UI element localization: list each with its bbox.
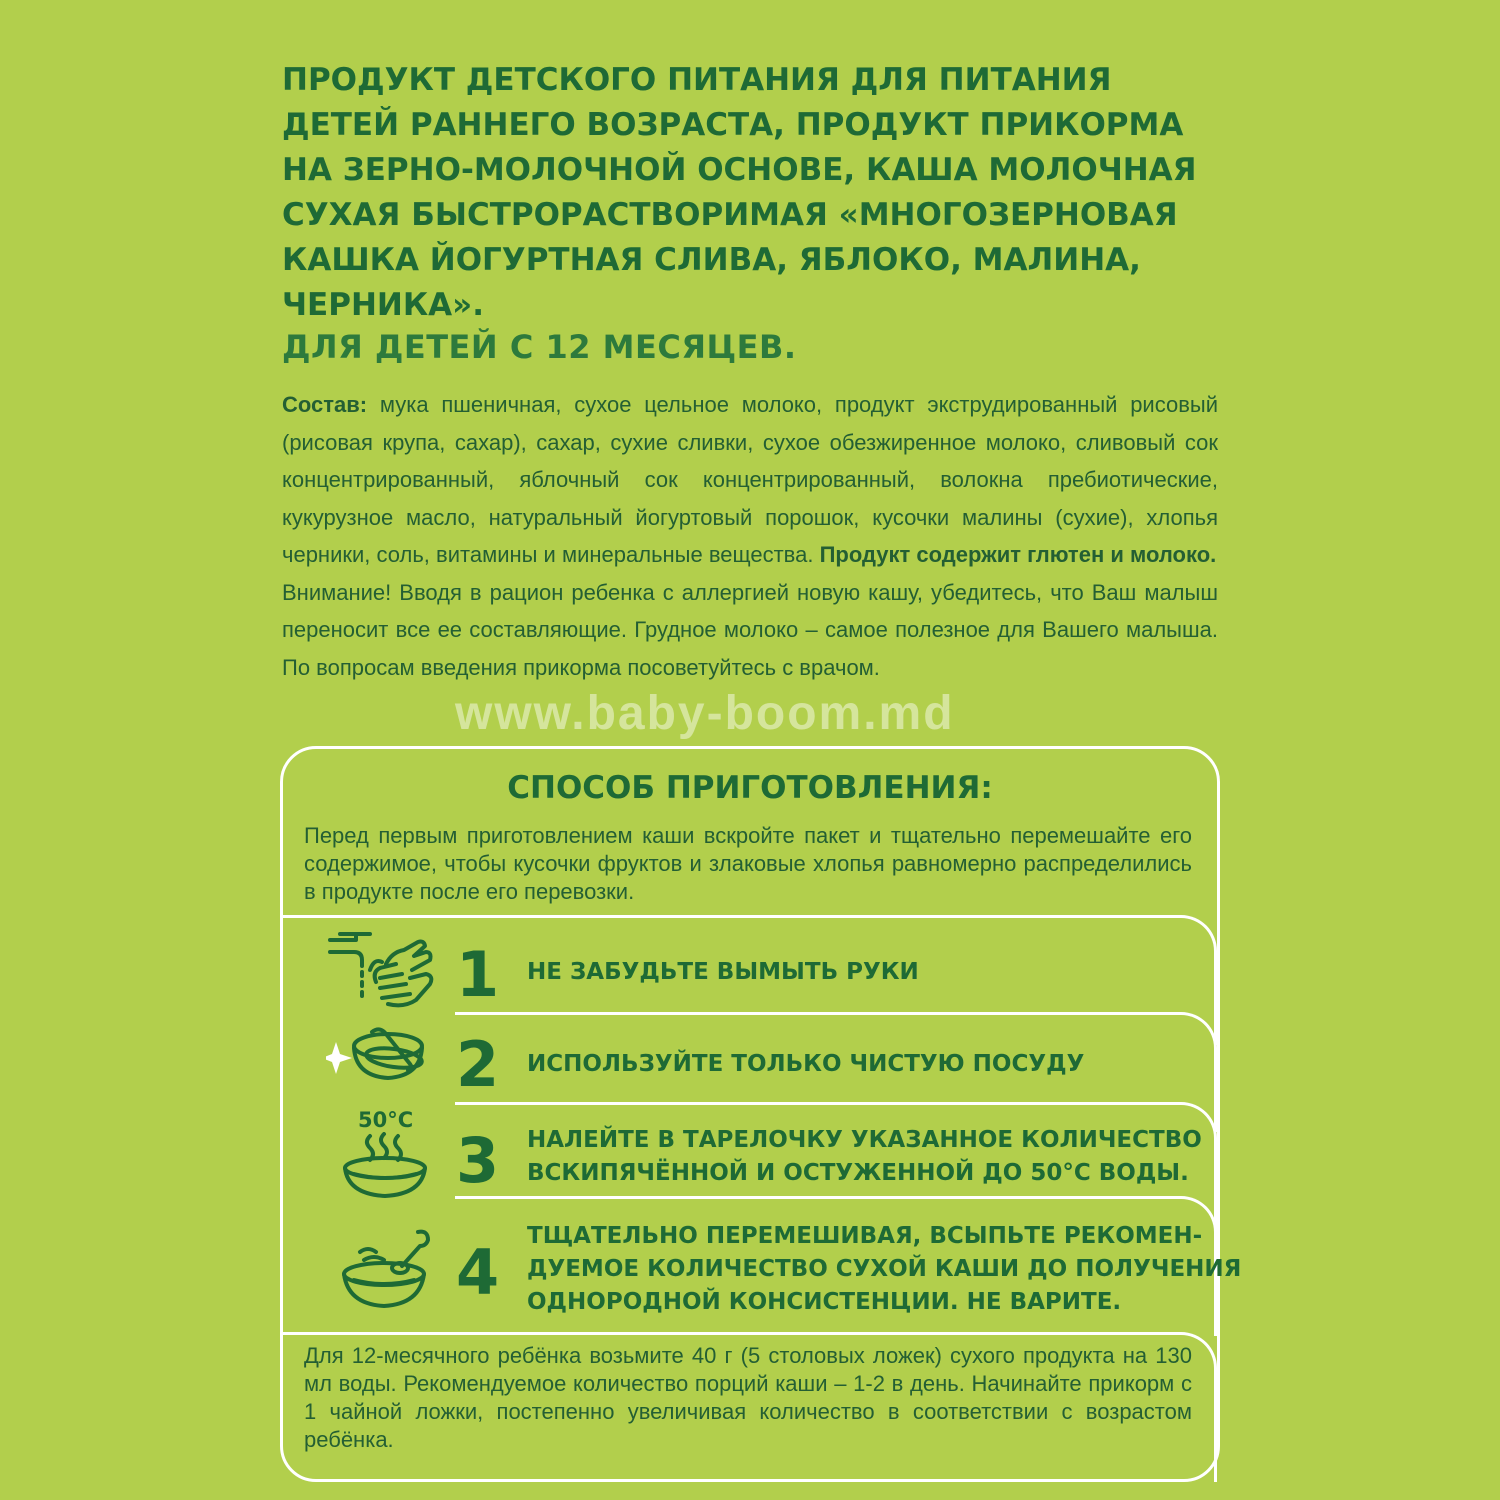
title-line: КАШКА ЙОГУРТНАЯ СЛИВА, ЯБЛОКО, МАЛИНА, — [282, 242, 1141, 278]
step-number-4: 4 — [456, 1236, 500, 1309]
composition-text: мука пшеничная, сухое цельное молоко, продукт экструдированный рисовый (рисовая крупа, сахар), сахар, сухие сливки, сухое обезжиренное молоко, сливовый сок концентрированный, яблочный сок концентрированный, волокна пребиотические, кукурузное масло, натуральный йогуртовый порошок, кусочки малины (сухие), хлопья черники, соль, витамины и минеральные вещества. — [282, 392, 1218, 567]
preparation-intro: Перед первым приготовлением каши вскройте пакет и тщательно перемешайте его содержимое, чтобы кусочки фруктов и злаковые хлопья равномерно распределились в продукте после его перевозки. — [304, 823, 1192, 904]
step-text-4 — [527, 1220, 1241, 1319]
step-text-line: НАЛЕЙТЕ В ТАРЕЛОЧКУ УКАЗАННОЕ КОЛИЧЕСТВО — [527, 1127, 1202, 1153]
step-number-3: 3 — [456, 1124, 500, 1197]
temperature-label: 50°C — [358, 1108, 414, 1132]
step-text-line: ИСПОЛЬЗУЙТЕ ТОЛЬКО ЧИСТУЮ ПОСУДУ — [527, 1051, 1085, 1077]
step-text-3 — [527, 1124, 1202, 1190]
step-number-2: 2 — [456, 1028, 500, 1101]
title-line: ДЕТЕЙ РАННЕГО ВОЗРАСТА, ПРОДУКТ ПРИКОРМА — [282, 107, 1184, 143]
wash-hands-icon — [326, 928, 436, 1010]
hot-bowl-icon — [340, 1132, 430, 1200]
dosage-instructions: Для 12-месячного ребёнка возьмите 40 г (5 столовых ложек) сухого продукта на 130 мл воды. Рекомендуемое количество порций каши – 1-2 в день. Начинайте прикорм с 1 чайной ложки, постепенно увеличивая количество в соответствии с возрастом ребёнка. — [304, 1343, 1192, 1452]
title-line: ПРОДУКТ ДЕТСКОГО ПИТАНИЯ ДЛЯ ПИТАНИЯ — [282, 62, 1112, 98]
composition-block — [282, 386, 1218, 686]
watermark: www.baby-boom.md — [455, 687, 955, 740]
clean-dishes-icon — [326, 1024, 432, 1088]
preparation-title: СПОСОБ ПРИГОТОВЛЕНИЯ: — [507, 770, 993, 806]
step-text-1 — [527, 956, 919, 989]
title-line: ЧЕРНИКА». — [282, 287, 484, 323]
title-line: НА ЗЕРНО-МОЛОЧНОЙ ОСНОВЕ, КАША МОЛОЧНАЯ — [282, 152, 1197, 188]
step-number-1: 1 — [456, 938, 500, 1011]
product-title — [282, 58, 1242, 328]
title-line: СУХАЯ БЫСТРОРАСТВОРИМАЯ «МНОГОЗЕРНОВАЯ — [282, 197, 1178, 233]
allergen-warning: Продукт содержит глютен и молоко. — [819, 542, 1217, 567]
step-text-line: ДУЕМОЕ КОЛИЧЕСТВО СУХОЙ КАШИ ДО ПОЛУЧЕНИЯ — [527, 1256, 1242, 1282]
stir-bowl-icon — [340, 1226, 434, 1308]
feeding-warning: Внимание! Вводя в рацион ребенка с аллергией новую кашу, убедитесь, что Ваш малыш переносит все ее составляющие. Грудное молоко – самое полезное для Вашего малыша. По вопросам введения прикорма посоветуйтесь с врачом. — [282, 579, 1218, 680]
step-text-line: ОДНОРОДНОЙ КОНСИСТЕНЦИИ. НЕ ВАРИТЕ. — [527, 1289, 1122, 1315]
step-text-2 — [527, 1048, 1084, 1081]
composition-label: Состав: — [282, 392, 368, 417]
age-recommendation: ДЛЯ ДЕТЕЙ С 12 МЕСЯЦЕВ. — [282, 328, 797, 366]
step-text-line: ВСКИПЯЧЁННОЙ И ОСТУЖЕННОЙ ДО 50°С ВОДЫ. — [527, 1160, 1189, 1186]
step-text-line: ТЩАТЕЛЬНО ПЕРЕМЕШИВАЯ, ВСЫПЬТЕ РЕКОМЕН- — [527, 1223, 1203, 1249]
step-text-line: НЕ ЗАБУДЬТЕ ВЫМЫТЬ РУКИ — [527, 959, 919, 985]
